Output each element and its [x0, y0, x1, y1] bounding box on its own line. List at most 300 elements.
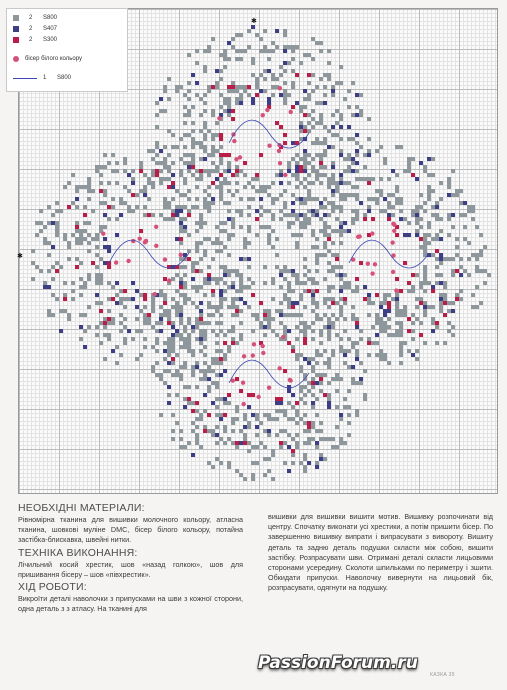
- stitch-grey: [195, 337, 199, 341]
- stitch-grey: [243, 241, 247, 245]
- stitch-grey: [355, 409, 359, 413]
- stitch-grey: [319, 353, 323, 357]
- stitch-grey: [251, 329, 255, 333]
- stitch-grey: [315, 209, 319, 213]
- stitch-grey: [179, 305, 183, 309]
- stitch-grey: [267, 313, 271, 317]
- stitch-grey: [123, 305, 127, 309]
- stitch-grey: [259, 73, 263, 77]
- stitch-grey: [247, 225, 251, 229]
- stitch-grey: [171, 337, 175, 341]
- stitch-grey: [183, 361, 187, 365]
- stitch-grey: [207, 185, 211, 189]
- stitch-grey: [267, 241, 271, 245]
- technique-text: Лічильний косий хрестик, шов «назад голкою», шов для пришивання бісеру – шов «півхрестик».: [18, 559, 243, 579]
- stitch-blue: [355, 161, 359, 165]
- stitch-grey: [331, 325, 335, 329]
- stitch-red: [139, 169, 143, 173]
- stitch-grey: [203, 101, 207, 105]
- stitch-grey: [187, 161, 191, 165]
- stitch-grey: [211, 313, 215, 317]
- stitch-blue: [227, 109, 231, 113]
- stitch-grey: [155, 101, 159, 105]
- stitch-grey: [115, 217, 119, 221]
- stitch-grey: [295, 273, 299, 277]
- stitch-grey: [247, 421, 251, 425]
- stitch-grey: [231, 441, 235, 445]
- stitch-grey: [219, 197, 223, 201]
- stitch-grey: [43, 281, 47, 285]
- stitch-grey: [307, 181, 311, 185]
- stitch-grey: [435, 213, 439, 217]
- stitch-grey: [63, 233, 67, 237]
- stitch-blue: [267, 101, 271, 105]
- stitch-grey: [399, 329, 403, 333]
- stitch-grey: [267, 209, 271, 213]
- stitch-blue: [315, 441, 319, 445]
- stitch-grey: [379, 349, 383, 353]
- stitch-grey: [327, 297, 331, 301]
- stitch-grey: [175, 145, 179, 149]
- stitch-grey: [223, 401, 227, 405]
- stitch-grey: [183, 93, 187, 97]
- stitch-grey: [223, 281, 227, 285]
- stitch-grey: [107, 161, 111, 165]
- stitch-grey: [171, 349, 175, 353]
- stitch-blue: [275, 29, 279, 33]
- stitch-red: [199, 317, 203, 321]
- stitch-grey: [179, 265, 183, 269]
- stitch-blue: [203, 157, 207, 161]
- stitch-grey: [159, 293, 163, 297]
- stitch-grey: [335, 333, 339, 337]
- stitch-grey: [187, 337, 191, 341]
- stitch-grey: [283, 413, 287, 417]
- legend-count: 2: [29, 37, 33, 43]
- stitch-grey: [347, 365, 351, 369]
- stitch-grey: [271, 297, 275, 301]
- stitch-grey: [295, 45, 299, 49]
- stitch-grey: [363, 177, 367, 181]
- stitch-red: [307, 425, 311, 429]
- stitch-grey: [315, 353, 319, 357]
- stitch-red: [207, 413, 211, 417]
- stitch-grey: [307, 153, 311, 157]
- stitch-grey: [215, 305, 219, 309]
- stitch-blue: [199, 309, 203, 313]
- stitch-grey: [267, 325, 271, 329]
- stitch-grey: [319, 389, 323, 393]
- stitch-grey: [351, 217, 355, 221]
- stitch-red: [91, 261, 95, 265]
- stitch-grey: [87, 233, 91, 237]
- stitch-grey: [287, 289, 291, 293]
- stitch-grey: [355, 169, 359, 173]
- stitch-grey: [355, 217, 359, 221]
- stitch-grey: [219, 265, 223, 269]
- stitch-grey: [435, 273, 439, 277]
- stitch-grey: [299, 313, 303, 317]
- stitch-grey: [227, 57, 231, 61]
- stitch-grey: [167, 169, 171, 173]
- stitch-grey: [187, 249, 191, 253]
- stitch-grey: [151, 169, 155, 173]
- stitch-blue: [143, 193, 147, 197]
- stitch-grey: [267, 469, 271, 473]
- stitch-grey: [187, 441, 191, 445]
- stitch-grey: [111, 169, 115, 173]
- stitch-grey: [319, 181, 323, 185]
- stitch-grey: [151, 297, 155, 301]
- stitch-grey: [299, 121, 303, 125]
- stitch-grey: [183, 301, 187, 305]
- stitch-grey: [103, 201, 107, 205]
- stitch-grey: [331, 241, 335, 245]
- stitch-grey: [203, 137, 207, 141]
- stitch-blue: [171, 325, 175, 329]
- stitch-red: [163, 277, 167, 281]
- stitch-red: [195, 401, 199, 405]
- stitch-red: [359, 261, 363, 265]
- stitch-blue: [323, 101, 327, 105]
- stitch-grey: [347, 137, 351, 141]
- stitch-grey: [195, 229, 199, 233]
- stitch-blue: [339, 125, 343, 129]
- stitch-grey: [67, 181, 71, 185]
- stitch-grey: [327, 177, 331, 181]
- stitch-grey: [171, 277, 175, 281]
- stitch-grey: [355, 353, 359, 357]
- stitch-grey: [331, 85, 335, 89]
- stitch-grey: [303, 329, 307, 333]
- stitch-grey: [455, 253, 459, 257]
- stitch-red: [259, 301, 263, 305]
- stitch-grey: [235, 305, 239, 309]
- stitch-grey: [283, 81, 287, 85]
- stitch-grey: [327, 49, 331, 53]
- stitch-grey: [243, 477, 247, 481]
- stitch-blue: [315, 381, 319, 385]
- stitch-grey: [191, 365, 195, 369]
- stitch-red: [307, 289, 311, 293]
- bead-mark: [154, 225, 158, 229]
- stitch-grey: [367, 313, 371, 317]
- stitch-grey: [99, 173, 103, 177]
- stitch-grey: [199, 285, 203, 289]
- stitch-grey: [183, 365, 187, 369]
- stitch-grey: [399, 209, 403, 213]
- stitch-grey: [483, 269, 487, 273]
- stitch-grey: [311, 425, 315, 429]
- stitch-grey: [447, 185, 451, 189]
- stitch-grey: [215, 277, 219, 281]
- stitch-blue: [239, 297, 243, 301]
- stitch-grey: [211, 113, 215, 117]
- stitch-grey: [79, 277, 83, 281]
- stitch-grey: [275, 409, 279, 413]
- stitch-grey: [351, 185, 355, 189]
- stitch-grey: [295, 313, 299, 317]
- stitch-grey: [359, 145, 363, 149]
- stitch-grey: [155, 341, 159, 345]
- stitch-grey: [195, 305, 199, 309]
- stitch-grey: [323, 229, 327, 233]
- stitch-grey: [315, 413, 319, 417]
- stitch-grey: [207, 305, 211, 309]
- stitch-blue: [75, 197, 79, 201]
- stitch-grey: [219, 313, 223, 317]
- stitch-grey: [327, 305, 331, 309]
- stitch-grey: [315, 253, 319, 257]
- stitch-grey: [247, 277, 251, 281]
- stitch-grey: [87, 277, 91, 281]
- stitch-grey: [383, 325, 387, 329]
- stitch-blue: [51, 221, 55, 225]
- stitch-grey: [383, 357, 387, 361]
- stitch-grey: [247, 285, 251, 289]
- stitch-grey: [183, 229, 187, 233]
- stitch-red: [211, 289, 215, 293]
- stitch-grey: [339, 349, 343, 353]
- stitch-grey: [195, 241, 199, 245]
- stitch-grey: [431, 321, 435, 325]
- stitch-grey: [219, 77, 223, 81]
- stitch-grey: [239, 49, 243, 53]
- stitch-grey: [315, 137, 319, 141]
- stitch-blue: [331, 125, 335, 129]
- stitch-grey: [243, 285, 247, 289]
- stitch-grey: [327, 213, 331, 217]
- stitch-grey: [247, 93, 251, 97]
- stitch-grey: [195, 409, 199, 413]
- stitch-grey: [251, 461, 255, 465]
- stitch-grey: [207, 429, 211, 433]
- stitch-grey: [219, 301, 223, 305]
- stitch-grey: [319, 117, 323, 121]
- stitch-grey: [299, 157, 303, 161]
- stitch-blue: [115, 281, 119, 285]
- stitch-red: [139, 229, 143, 233]
- stitch-grey: [167, 393, 171, 397]
- stitch-red: [275, 121, 279, 125]
- stitch-grey: [431, 213, 435, 217]
- stitch-red: [143, 297, 147, 301]
- stitch-grey: [235, 89, 239, 93]
- stitch-grey: [203, 169, 207, 173]
- stitch-blue: [375, 333, 379, 337]
- stitch-red: [307, 73, 311, 77]
- stitch-grey: [151, 157, 155, 161]
- stitch-grey: [215, 237, 219, 241]
- stitch-grey: [231, 313, 235, 317]
- stitch-grey: [223, 441, 227, 445]
- stitch-grey: [163, 357, 167, 361]
- stitch-grey: [379, 209, 383, 213]
- stitch-grey: [279, 169, 283, 173]
- stitch-grey: [327, 61, 331, 65]
- legend-count: 2: [29, 15, 33, 21]
- stitch-grey: [227, 161, 231, 165]
- stitch-grey: [395, 309, 399, 313]
- stitch-grey: [79, 237, 83, 241]
- stitch-red: [235, 169, 239, 173]
- stitch-grey: [303, 385, 307, 389]
- stitch-blue: [291, 393, 295, 397]
- stitch-red: [419, 237, 423, 241]
- stitch-grey: [267, 193, 271, 197]
- stitch-grey: [299, 417, 303, 421]
- stitch-grey: [443, 285, 447, 289]
- stitch-grey: [311, 357, 315, 361]
- stitch-grey: [159, 373, 163, 377]
- stitch-grey: [299, 297, 303, 301]
- stitch-blue: [107, 245, 111, 249]
- stitch-grey: [427, 173, 431, 177]
- stitch-red: [195, 269, 199, 273]
- stitch-grey: [235, 49, 239, 53]
- stitch-red: [203, 429, 207, 433]
- stitch-grey: [379, 301, 383, 305]
- stitch-grey: [203, 133, 207, 137]
- stitch-grey: [215, 341, 219, 345]
- stitch-grey: [43, 241, 47, 245]
- stitch-grey: [455, 189, 459, 193]
- stitch-grey: [447, 329, 451, 333]
- stitch-grey: [63, 185, 67, 189]
- stitch-grey: [183, 329, 187, 333]
- stitch-grey: [327, 365, 331, 369]
- stitch-grey: [203, 361, 207, 365]
- stitch-grey: [183, 385, 187, 389]
- stitch-blue: [199, 301, 203, 305]
- stitch-grey: [355, 381, 359, 385]
- stitch-grey: [351, 381, 355, 385]
- stitch-grey: [303, 221, 307, 225]
- stitch-blue: [251, 101, 255, 105]
- stitch-grey: [319, 437, 323, 441]
- stitch-grey: [79, 185, 83, 189]
- stitch-grey: [75, 229, 79, 233]
- stitch-grey: [243, 437, 247, 441]
- stitch-grey: [191, 161, 195, 165]
- stitch-red: [207, 273, 211, 277]
- stitch-grey: [375, 149, 379, 153]
- stitch-blue: [47, 285, 51, 289]
- stitch-grey: [423, 201, 427, 205]
- stitch-grey: [279, 301, 283, 305]
- stitch-grey: [303, 401, 307, 405]
- stitch-grey: [115, 181, 119, 185]
- stitch-grey: [155, 329, 159, 333]
- materials-text: Рівномірна тканина для вишивки молочного кольору, атласна тканина, шовкові муліне DMC, бісер білого кольору, потайна застібка-блискавка, швейні нитки.: [18, 515, 243, 545]
- stitch-grey: [395, 201, 399, 205]
- stitch-grey: [427, 193, 431, 197]
- stitch-grey: [335, 181, 339, 185]
- stitch-grey: [167, 165, 171, 169]
- stitch-grey: [315, 317, 319, 321]
- stitch-grey: [423, 169, 427, 173]
- stitch-grey: [51, 293, 55, 297]
- stitch-grey: [151, 149, 155, 153]
- stitch-blue: [219, 289, 223, 293]
- stitch-grey: [467, 257, 471, 261]
- stitch-grey: [235, 289, 239, 293]
- stitch-grey: [235, 469, 239, 473]
- stitch-red: [395, 277, 399, 281]
- stitch-red: [247, 393, 251, 397]
- stitch-grey: [83, 281, 87, 285]
- stitch-grey: [87, 305, 91, 309]
- stitch-red: [143, 293, 147, 297]
- stitch-grey: [331, 349, 335, 353]
- stitch-grey: [315, 169, 319, 173]
- stitch-blue: [431, 285, 435, 289]
- stitch-grey: [207, 85, 211, 89]
- stitch-grey: [139, 189, 143, 193]
- stitch-grey: [339, 265, 343, 269]
- stitch-grey: [35, 233, 39, 237]
- stitch-grey: [167, 337, 171, 341]
- legend-row-backstitch: [13, 75, 71, 81]
- stitch-grey: [115, 161, 119, 165]
- stitch-blue: [323, 213, 327, 217]
- stitch-grey: [67, 257, 71, 261]
- stitch-grey: [239, 197, 243, 201]
- stitch-grey: [159, 161, 163, 165]
- stitch-grey: [319, 141, 323, 145]
- stitch-grey: [467, 205, 471, 209]
- stitch-grey: [219, 157, 223, 161]
- stitch-grey: [55, 297, 59, 301]
- stitch-grey: [451, 325, 455, 329]
- stitch-grey: [319, 165, 323, 169]
- stitch-grey: [315, 397, 319, 401]
- page-folio: КАЗКА 35: [430, 672, 455, 678]
- stitch-grey: [307, 193, 311, 197]
- stitch-grey: [411, 285, 415, 289]
- stitch-grey: [311, 337, 315, 341]
- stitch-grey: [219, 277, 223, 281]
- stitch-red: [219, 357, 223, 361]
- stitch-grey: [183, 161, 187, 165]
- bead-mark: [392, 229, 396, 233]
- stitch-grey: [219, 93, 223, 97]
- stitch-blue: [159, 329, 163, 333]
- stitch-grey: [195, 249, 199, 253]
- stitch-grey: [223, 57, 227, 61]
- stitch-red: [411, 173, 415, 177]
- stitch-blue: [219, 293, 223, 297]
- stitch-grey: [199, 257, 203, 261]
- stitch-blue: [295, 101, 299, 105]
- stitch-grey: [211, 149, 215, 153]
- stitch-grey: [327, 73, 331, 77]
- stitch-grey: [195, 417, 199, 421]
- stitch-grey: [155, 337, 159, 341]
- stitch-red: [411, 273, 415, 277]
- stitch-grey: [415, 317, 419, 321]
- stitch-grey: [415, 305, 419, 309]
- stitch-red: [187, 257, 191, 261]
- bead-mark: [238, 155, 242, 159]
- stitch-grey: [187, 349, 191, 353]
- stitch-grey: [267, 413, 271, 417]
- stitch-grey: [159, 289, 163, 293]
- stitch-grey: [243, 417, 247, 421]
- stitch-grey: [307, 161, 311, 165]
- stitch-grey: [387, 193, 391, 197]
- stitch-grey: [239, 309, 243, 313]
